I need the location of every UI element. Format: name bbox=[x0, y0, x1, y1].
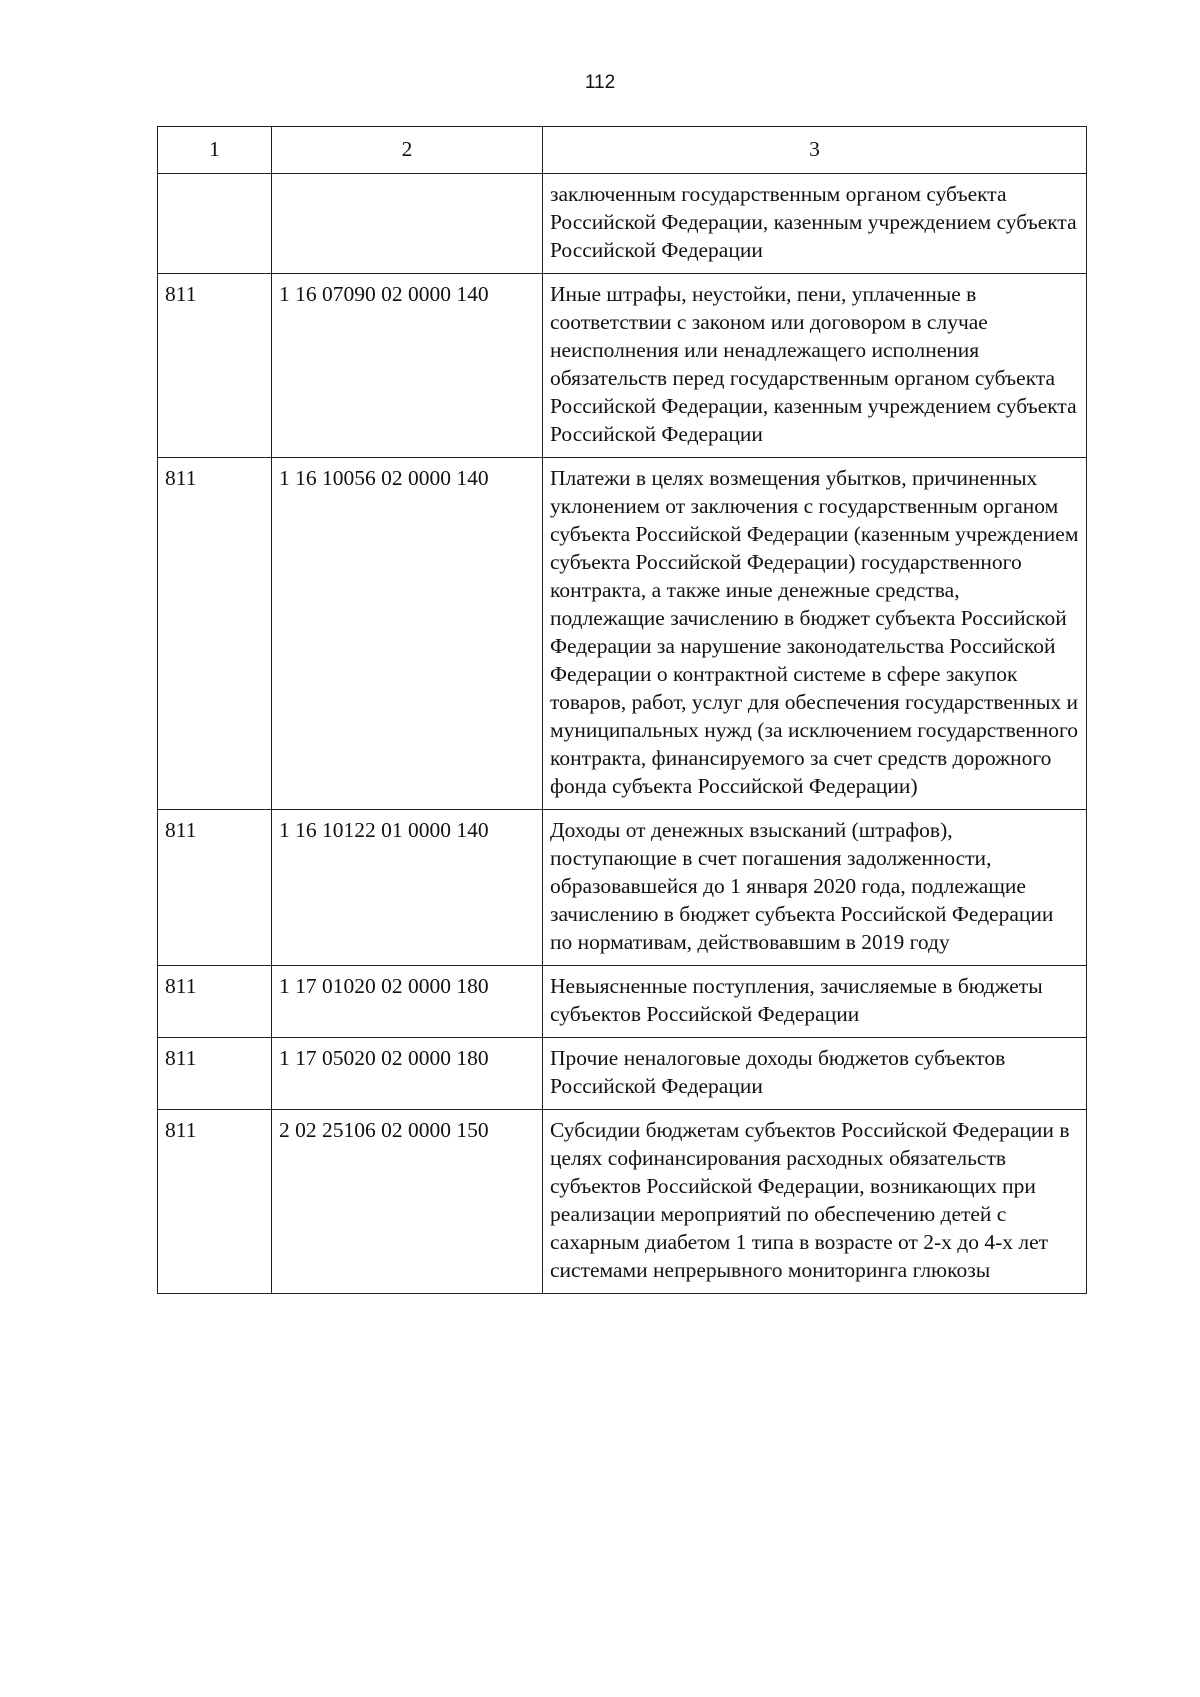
column-header-1: 1 bbox=[158, 127, 272, 174]
description-cell: Субсидии бюджетам субъектов Российской Федерации в целях софинансирования расходных обязательств субъектов Российской Федерации, возникающих при реализации мероприятий по обеспечению детей с сахарным диабетом 1 типа в возрасте от 2-х до 4-х лет системами непрерывного мониторинга глюкозы bbox=[543, 1110, 1087, 1294]
budget-code-cell: 1 16 07090 02 0000 140 bbox=[272, 274, 543, 458]
table-row bbox=[158, 274, 1087, 458]
admin-code-cell: 811 bbox=[158, 1110, 272, 1294]
table-body bbox=[158, 174, 1087, 1294]
description-cell: Доходы от денежных взысканий (штрафов), поступающие в счет погашения задолженности, образовавшейся до 1 января 2020 года, подлежащие зачислению в бюджет субъекта Российской Федерации по нормативам, действовавшим в 2019 году bbox=[543, 810, 1087, 966]
page-number: 112 bbox=[584, 72, 616, 93]
admin-code-cell: 811 bbox=[158, 274, 272, 458]
description-cell: Прочие неналоговые доходы бюджетов субъектов Российской Федерации bbox=[543, 1038, 1087, 1110]
description-cell: Платежи в целях возмещения убытков, причиненных уклонением от заключения с государственным органом субъекта Российской Федерации (казенным учреждением субъекта Российской Федерации) государственного контракта, а также иные денежные средства, подлежащие зачислению в бюджет субъекта Российской Федерации за нарушение законодательства Российской Федерации о контрактной системе в сфере закупок товаров, работ, услуг для обеспечения государственных и муниципальных нужд (за исключением государственного контракта, финансируемого за счет средств дорожного фонда субъекта Российской Федерации) bbox=[543, 458, 1087, 810]
table-row bbox=[158, 174, 1087, 274]
description-cell: Невыясненные поступления, зачисляемые в бюджеты субъектов Российской Федерации bbox=[543, 966, 1087, 1038]
description-cell: Иные штрафы, неустойки, пени, уплаченные в соответствии с законом или договором в случае неисполнения или ненадлежащего исполнения обязательств перед государственным органом субъекта Российской Федерации, казенным учреждением субъекта Российской Федерации bbox=[543, 274, 1087, 458]
description-cell: заключенным государственным органом субъекта Российской Федерации, казенным учреждением субъекта Российской Федерации bbox=[543, 174, 1087, 274]
table-row bbox=[158, 1110, 1087, 1294]
table-row bbox=[158, 458, 1087, 810]
admin-code-cell: 811 bbox=[158, 810, 272, 966]
budget-code-cell bbox=[272, 174, 543, 274]
admin-code-cell: 811 bbox=[158, 458, 272, 810]
column-header-2: 2 bbox=[272, 127, 543, 174]
column-header-3: 3 bbox=[543, 127, 1087, 174]
admin-code-cell: 811 bbox=[158, 1038, 272, 1110]
admin-code-cell: 811 bbox=[158, 966, 272, 1038]
budget-code-cell: 1 17 01020 02 0000 180 bbox=[272, 966, 543, 1038]
table-header bbox=[158, 127, 1087, 174]
header-row bbox=[158, 127, 1087, 174]
budget-code-cell: 2 02 25106 02 0000 150 bbox=[272, 1110, 543, 1294]
table-row bbox=[158, 966, 1087, 1038]
budget-code-cell: 1 17 05020 02 0000 180 bbox=[272, 1038, 543, 1110]
admin-code-cell bbox=[158, 174, 272, 274]
table-row bbox=[158, 810, 1087, 966]
budget-code-cell: 1 16 10056 02 0000 140 bbox=[272, 458, 543, 810]
table-row bbox=[158, 1038, 1087, 1110]
revenue-codes-table bbox=[157, 126, 1087, 1294]
budget-code-cell: 1 16 10122 01 0000 140 bbox=[272, 810, 543, 966]
